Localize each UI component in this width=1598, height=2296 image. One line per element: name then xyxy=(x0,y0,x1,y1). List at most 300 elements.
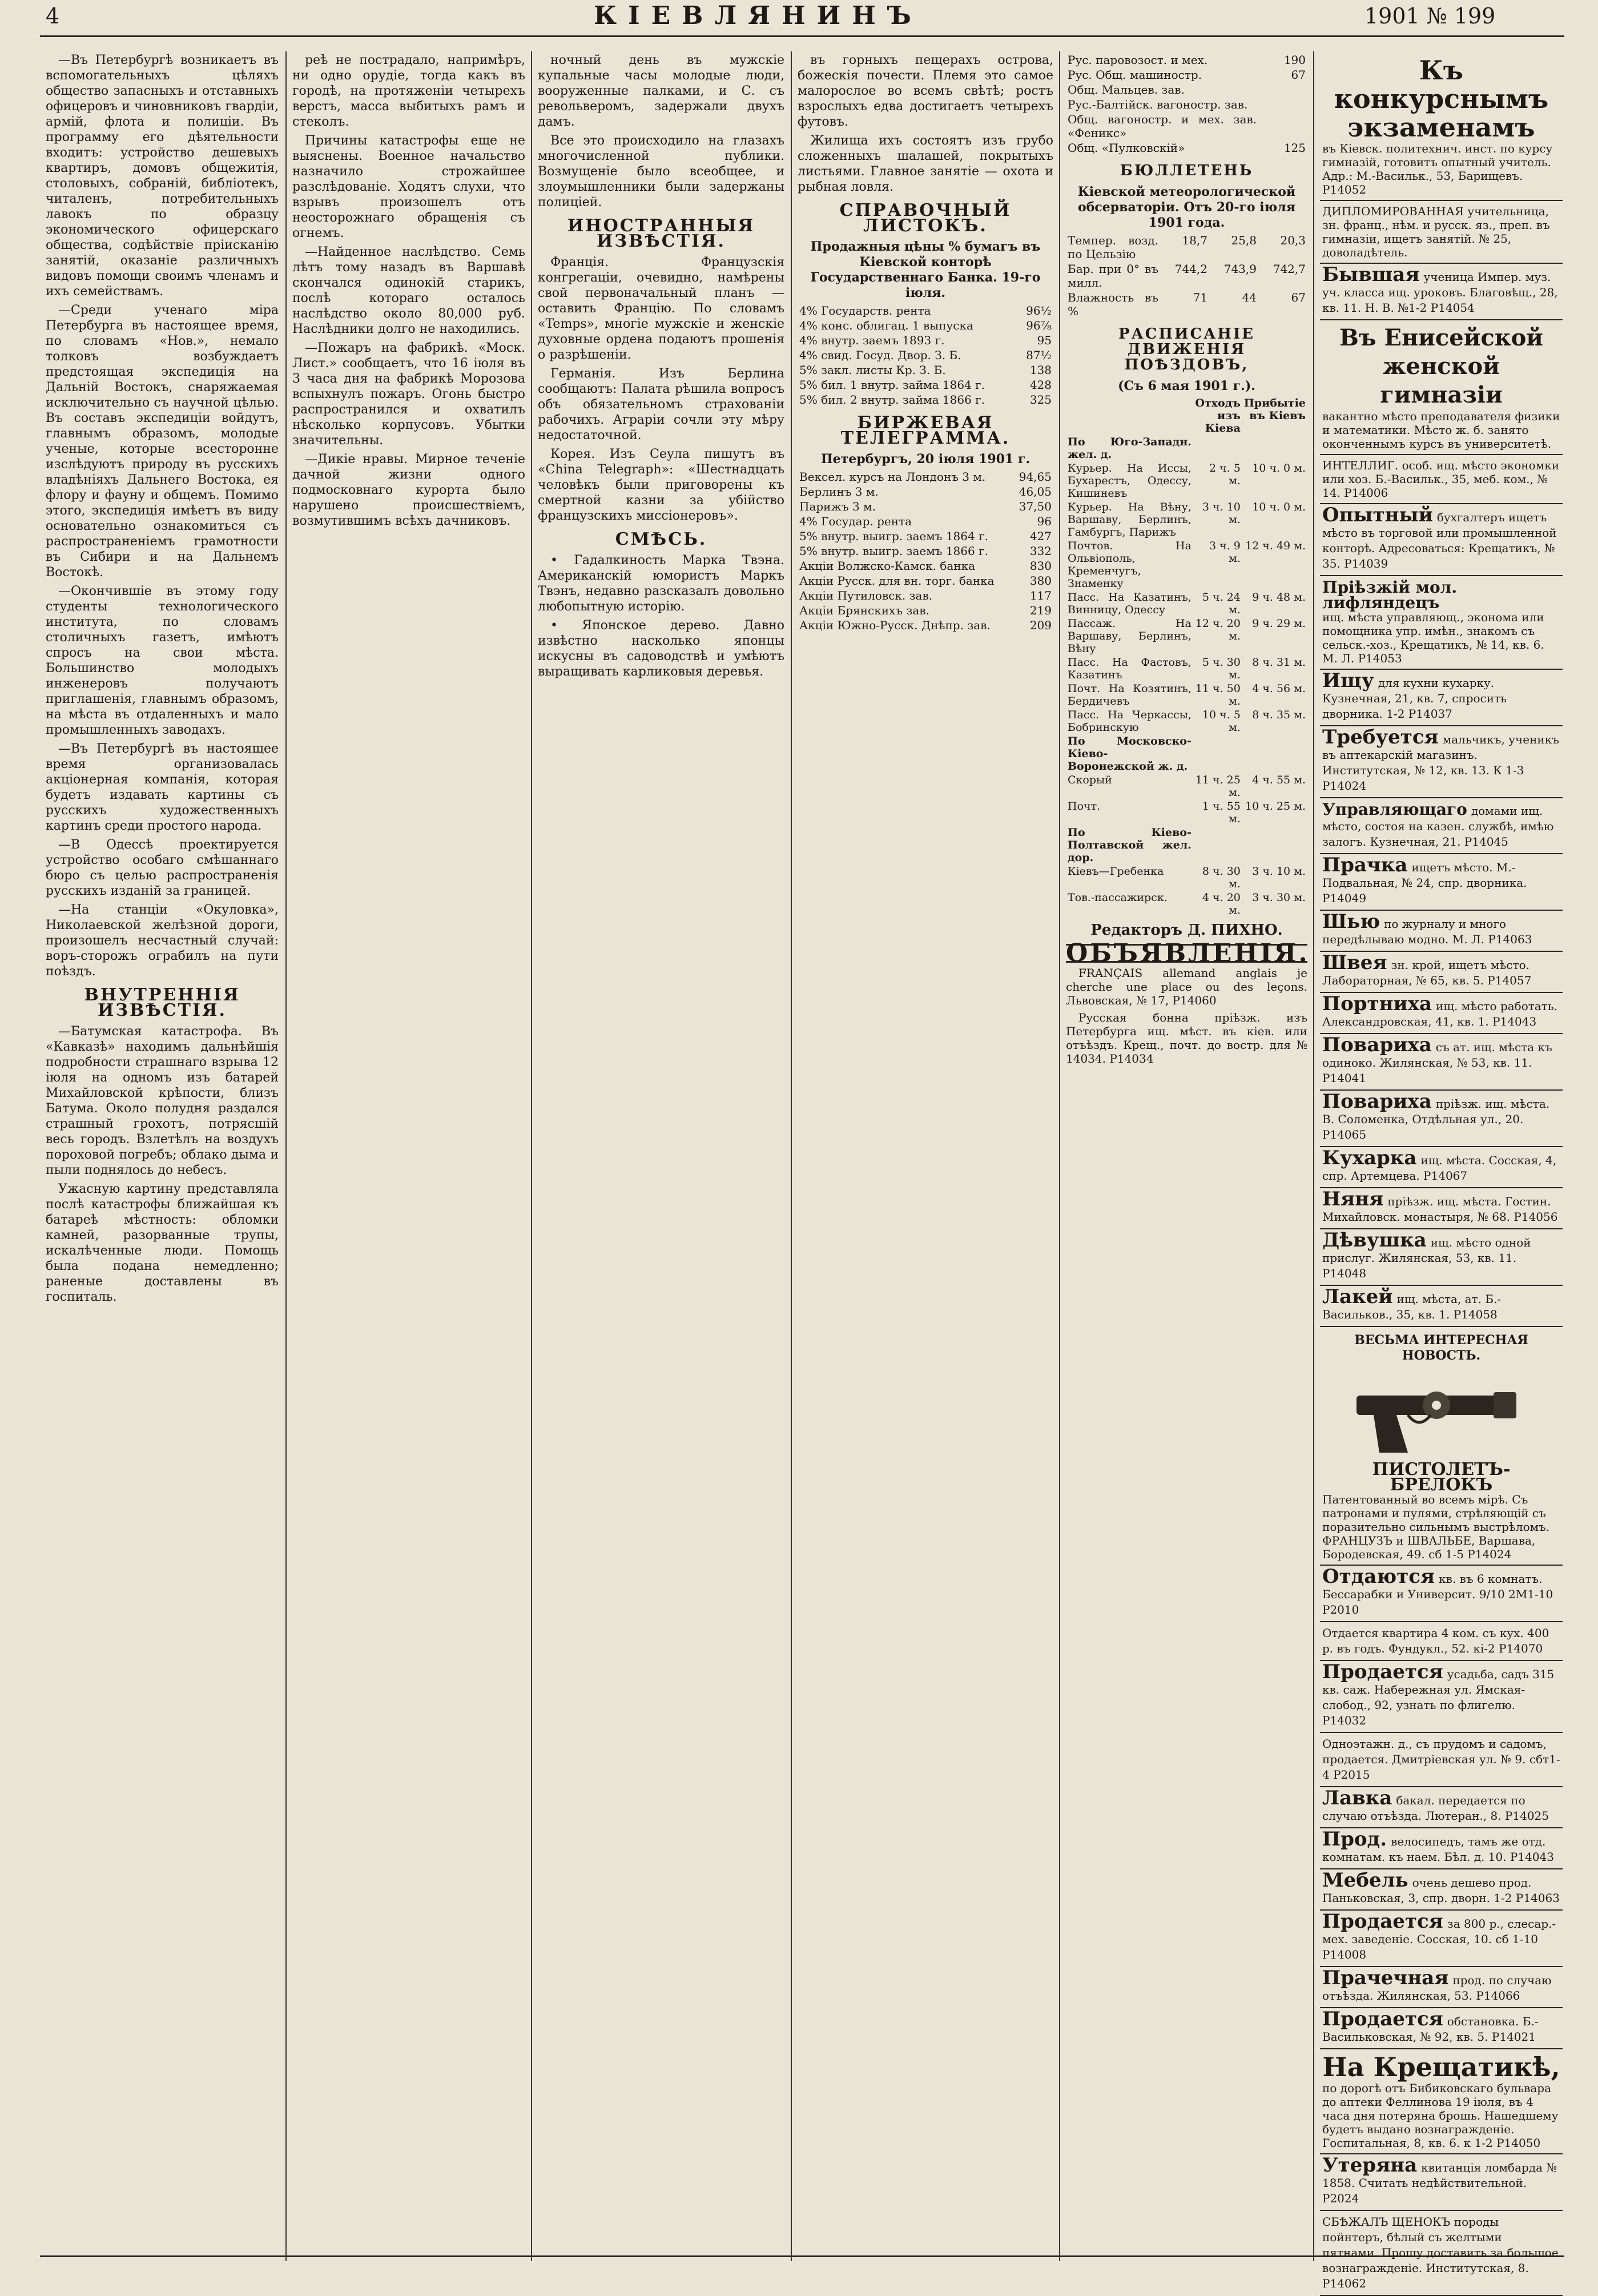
table-row xyxy=(1066,82,1307,97)
text-cell: 744,2 xyxy=(1174,262,1207,276)
ad-block xyxy=(1320,2154,1563,2211)
table-header-row xyxy=(1066,396,1307,435)
table-row xyxy=(798,363,1053,377)
text-cell: Пасс. На Фастовъ, Казатинъ xyxy=(1068,656,1192,681)
news-item: Германія. Изъ Берлина сообщаютъ: Палата рѣшила вопросъ объ обязательномъ страхованіи рабочихъ. Аграріи сочли эту мѣру недостаточной. xyxy=(538,367,784,443)
news-item: Все это происходило на глазахъ многочисленной публики. Возмущеніе было всеобщее, и злоумышленники были задержаны полиціей. xyxy=(538,134,784,210)
ad-block xyxy=(1320,1091,1563,1147)
text-cell: 4 ч. 20 м. xyxy=(1202,891,1241,916)
advertisements-heading: ОБЪЯВЛЕНІЯ. xyxy=(1066,939,1310,968)
text-cell: 67 xyxy=(1291,291,1306,304)
text-cell: Рус.-Балтійск. вагоностр. зав. xyxy=(1068,98,1248,111)
ad-block xyxy=(1320,952,1563,993)
news-item: —Въ Петербургѣ возникаетъ въ вспомогательныхъ цѣляхъ общество запасныхъ и отставныхъ офицеровъ и чиновниковъ гвардіи, армій, флота и полиціи. Въ программу его дѣятельности входитъ: устройство дешевыхъ квартиръ, домовъ общежитія, столовыхъ, собраній, библіотекъ, читаленъ, потребительныхъ лавокъ по образцу экономического офицерскаго общества, содѣйствіе пріисканію занятій, оказаніе различныхъ видовъ помощи своимъ членамъ и ихъ семействамъ. xyxy=(46,53,279,299)
table-row xyxy=(1066,140,1307,155)
text-cell: Рус. Общ. машиностр. xyxy=(1068,68,1202,82)
text-cell: ИНТЕЛЛИГ. особ. ищ. мѣсто экономки или хоз. Б.-Васильк., 35, меб. ком., № 14. Р14006 xyxy=(1322,459,1560,500)
column-divider xyxy=(791,51,792,2261)
news-item: —В Одессѣ проектируется устройство особаго смѣшаннаго бюро съ целью распространенія русскихъ изданій за границей. xyxy=(46,838,279,898)
text-cell: ученица Импер. муз. уч. класса ищ. уроковъ. Благовѣщ., 28, кв. 11. Н. В. №1-2 Р14054 xyxy=(1322,270,1558,315)
news-item: въ горныхъ пещерахъ острова, божескія почести. Племя это самое малорослое во всемъ свѣтѣ; ростъ взрослыхъ едва достигаетъ четырехъ футовъ. xyxy=(798,53,1053,129)
ad-block xyxy=(1320,455,1563,504)
text-cell: Влажность въ % xyxy=(1068,291,1158,318)
text-cell: Продается xyxy=(1322,1910,1443,1933)
text-cell: 3 ч. 10 м. xyxy=(1202,501,1241,526)
column-divider xyxy=(1059,51,1060,2261)
table-row xyxy=(1066,734,1307,773)
meteo-table xyxy=(1066,233,1307,319)
text-cell: Прибытіе въ Кіевъ xyxy=(1243,397,1306,422)
ad-block xyxy=(1320,1286,1563,1327)
table-row xyxy=(798,618,1053,633)
text-cell: Одноэтажн. д., съ прудомъ и садомъ, продается. Дмитріевская ул. № 9. сбт1-4 Р2015 xyxy=(1322,1737,1560,1782)
bond-prices-table xyxy=(798,303,1053,407)
text-cell: велосипедъ, тамъ же отд. комнатам. къ наем. Бѣл. д. 10. Р14043 xyxy=(1322,1835,1555,1864)
table-row xyxy=(1066,67,1307,82)
classified-ad: FRANÇAIS allemand anglais je cherche une place ou des leçons. Львовская, № 17, Р14060 xyxy=(1066,966,1307,1007)
text-cell: 5% внутр. выигр. заемъ 1866 г. xyxy=(799,544,988,558)
column-4 xyxy=(798,53,1053,2261)
section-heading-foreign-news: ИНОСТРАННЫЯ ИЗВѢСТІЯ. xyxy=(567,216,755,251)
column-3 xyxy=(538,53,784,2261)
text-cell: ищ. мѣста. Сосская, 4, спр. Артемцева. Р14067 xyxy=(1322,1153,1557,1183)
text-cell: 96 xyxy=(1037,514,1052,528)
text-cell: 12 ч. 20 м. xyxy=(1195,617,1241,642)
news-item: Ужасную картину представляла послѣ катастрофы ближайшая къ батареѣ мѣстность: обломки камней, разорванные трупы, искалѣченные люди. Помощь была подана немедленно; раненые доставлены въ госпиталь. xyxy=(46,1182,279,1304)
table-row xyxy=(1066,233,1307,262)
text-cell: ищ. мѣсто работать. Александровская, 41, кв. 1. Р14043 xyxy=(1322,999,1558,1028)
exchange-table xyxy=(798,469,1053,633)
text-cell: 3 ч. 9 м. xyxy=(1209,540,1241,565)
newspaper-title: КІЕВЛЯНИНЪ xyxy=(594,1,923,30)
text-cell: 87½ xyxy=(1026,348,1052,362)
text-cell: Почтов. На Ольвіополь, Кременчугъ, Знаменку xyxy=(1068,540,1192,590)
editor-line: Редакторъ Д. ПИХНО. xyxy=(1090,922,1283,939)
text-cell: вакантно мѣсто преподавателя физики и математики. Мѣсто ж. б. занято оконченнымъ курсъ въ университетѣ. xyxy=(1322,409,1560,451)
exchange-subheading: Петербургъ, 20 іюля 1901 г. xyxy=(820,452,1031,467)
table-row xyxy=(798,529,1053,544)
text-cell: 4% свид. Госуд. Двор. З. Б. xyxy=(799,348,961,362)
news-item: Корея. Изъ Сеула пишутъ въ «China Telegraph»: «Шестнадцать человѣкъ были приговорены къ смертной казни за убійство французскихъ миссіонеровъ». xyxy=(538,447,784,523)
text-cell: 8 ч. 35 м. xyxy=(1252,709,1306,721)
text-cell: Бывшая xyxy=(1322,263,1420,286)
ad-block xyxy=(1320,1229,1563,1286)
text-cell: 10 ч. 5 м. xyxy=(1202,709,1241,734)
table-row xyxy=(798,544,1053,558)
schedule-heading: РАСПИСАНІЕ ДВИЖЕНІЯ ПОѢЗДОВЪ, xyxy=(1118,325,1255,373)
text-cell: 830 xyxy=(1029,559,1052,573)
text-cell: зн. крой, ищетъ мѣсто. Лабораторная, № 65, кв. 5. Р14057 xyxy=(1322,958,1532,987)
train-schedule-table xyxy=(1066,396,1307,917)
text-cell: 11 ч. 50 м. xyxy=(1195,682,1241,707)
issue-date: 1901 № 199 xyxy=(1364,3,1496,29)
text-cell: пріѣзж. ищ. мѣста. В. Соломенка, Отдѣльная ул., 20. Р14065 xyxy=(1322,1097,1550,1141)
table-row xyxy=(798,318,1053,333)
text-cell: для кухни кухарку. Кузнечная, 21, кв. 7, спросить дворника. 1-2 Р14037 xyxy=(1322,676,1507,721)
text-cell: По Московско-Кіево-Воронежской ж. д. xyxy=(1068,735,1192,773)
text-cell: ДИПЛОМИРОВАННАЯ учительница, зн. франц., нѣм. и русск. яз., преп. въ гимназіи, ищетъ занятій. № 25, доволадѣтель. xyxy=(1322,204,1550,259)
text-cell: Няня xyxy=(1322,1188,1384,1211)
text-cell: 10 ч. 0 м. xyxy=(1252,462,1306,475)
ad-block xyxy=(1320,993,1563,1034)
text-cell: Ищу xyxy=(1322,669,1374,692)
text-cell: усадьба, садъ 315 кв. саж. Набережная ул. Ямская-слобод., 92, узнать по флигелю. Р14032 xyxy=(1322,1667,1555,1727)
text-cell xyxy=(1193,734,1242,773)
text-cell: Темпер. возд. по Цельзію xyxy=(1068,234,1158,261)
text-cell: Прод. xyxy=(1322,1828,1387,1851)
text-cell: Повариха xyxy=(1322,1090,1432,1113)
table-row xyxy=(1066,590,1307,617)
table-row xyxy=(798,484,1053,499)
text-cell xyxy=(1258,112,1307,140)
text-cell: 25,8 xyxy=(1231,234,1257,247)
text-cell: Акціи Южно-Русск. Днѣпр. зав. xyxy=(799,618,991,632)
text-cell: домами ищ. мѣсто, состоя на казен. службѣ, имѣю залогъ. Кузнечная, 21. Р14045 xyxy=(1322,804,1554,849)
text-cell: 427 xyxy=(1029,529,1052,543)
text-cell: Курьер. На Вѣну, Варшаву, Берлинъ, Гамбургъ, Парижъ xyxy=(1068,501,1192,538)
ad-block xyxy=(1320,854,1563,911)
text-cell: очень дешево прод. Паньковская, 3, спр. дворн. 1-2 Р14063 xyxy=(1322,1876,1560,1905)
column-6-ads xyxy=(1320,53,1563,2290)
text-cell: Курьер. На Иссы, Бухарестъ, Одессу, Кишиневъ xyxy=(1068,462,1192,500)
text-cell: Вексел. курсъ на Лондонъ 3 м. xyxy=(799,470,986,484)
exchange-heading: БИРЖЕВАЯ ТЕЛЕГРАММА. xyxy=(840,413,1011,448)
text-cell: 325 xyxy=(1029,393,1052,407)
text-cell: мальчикъ, ученикъ въ аптекарскій магазинъ. Институтская, № 12, кв. 13. К 1-3 Р14024 xyxy=(1322,733,1559,793)
column-divider xyxy=(285,51,287,2261)
text-cell: 95 xyxy=(1037,333,1052,347)
meteo-subheading: Кіевской метеорологической обсерваторіи. Отъ 20-го іюля 1901 года. xyxy=(1077,184,1296,230)
news-item: Жилища ихъ состоятъ изъ грубо сложенныхъ шалашей, покрытыхъ листьями. Главное занятіе — охота и рыбная ловля. xyxy=(798,134,1053,194)
news-item: —Пожаръ на фабрикѣ. «Моск. Лист.» сообщаетъ, что 16 іюля въ 3 часа дня на фабрикѣ Морозова вспыхнулъ пожаръ. Огонь быстро распространился и охватилъ нѣсколько корпусовъ. Убытки значительны. xyxy=(292,341,525,448)
text-cell: СБѢЖАЛЪ ЩЕНОКЪ породы пойнтеръ, бѣлый съ желтыми пятнами. Прошу доставить за большое вознагражденіе. Институтская, 8. Р14062 xyxy=(1322,2215,1559,2290)
ad-block xyxy=(1320,1967,1563,2008)
table-row xyxy=(1066,290,1307,319)
text-cell: Мебель xyxy=(1322,1869,1408,1892)
meteo-heading: БЮЛЛЕТЕНЬ xyxy=(1120,162,1254,179)
text-cell: 4% конс. облигац. 1 выпуска xyxy=(799,319,973,332)
text-cell: Кіевъ—Гребенка xyxy=(1068,865,1164,878)
text-cell: 428 xyxy=(1029,378,1052,392)
text-cell: 742,7 xyxy=(1273,262,1306,276)
text-cell: 4% внутр. заемъ 1893 г. xyxy=(799,333,945,347)
text-cell: 743,9 xyxy=(1223,262,1257,276)
table-row xyxy=(798,588,1053,603)
ad-block xyxy=(1320,201,1563,264)
text-cell: На Крещатикѣ, xyxy=(1322,2052,1560,2082)
news-item: —Окончившіе въ этому году студенты технологического института, по словамъ столичныхъ газетъ, имѣютъ спросъ на свои мѣста. Большинство молодыхъ инженеровъ получаютъ приглашенія, главнымъ образомъ, на мѣста въ отдаленныхъ и мало промышленныхъ заводахъ. xyxy=(46,584,279,737)
text-cell: Акціи Волжско-Камск. банка xyxy=(799,559,976,573)
ad-block xyxy=(1320,798,1563,854)
masthead-rule xyxy=(40,35,1564,37)
ad-block xyxy=(1320,576,1563,670)
classified-ad: Русская бонна пріѣзж. изъ Петербурга ищ. мѣст. въ кіев. или отъѣздъ. Крещ., почт. до востр. для № 14034. Р14034 xyxy=(1066,1011,1307,1065)
text-cell: Пріѣзжій мол. лифляндецъ xyxy=(1322,578,1458,612)
text-cell: 1 ч. 55 м. xyxy=(1202,800,1241,825)
ad-block xyxy=(1320,504,1563,576)
text-cell: Пасс. На Казатинъ, Винницу, Одессу xyxy=(1068,591,1192,616)
text-cell: 4 ч. 56 м. xyxy=(1252,682,1306,695)
text-cell xyxy=(1193,435,1242,461)
table-row xyxy=(1066,656,1307,682)
ad-block xyxy=(1320,726,1563,798)
text-cell: Патентованный во всемъ мірѣ. Съ патронами и пулями, стрѣляющій съ поразительно сильнымъ выстрѣломъ. ФРАНЦУЗЪ и ШВАЛЬБЕ, Варшава, Бородевская, 49. сб 1-5 Р14024 xyxy=(1322,1493,1550,1561)
text-cell: 18,7 xyxy=(1182,234,1207,247)
text-cell: По Кіево-Полтавской жел. дор. xyxy=(1068,826,1192,864)
text-cell: кв. въ 6 комнатъ. Бессарабки и Университ. 9/10 2М1-10 Р2010 xyxy=(1322,1572,1553,1617)
ad-block xyxy=(1320,1034,1563,1091)
text-cell: 12 ч. 49 м. xyxy=(1245,540,1306,552)
text-cell: 2 ч. 5 м. xyxy=(1209,462,1241,487)
ad-block xyxy=(1320,1661,1563,1733)
table-row xyxy=(1066,682,1307,708)
ad-block xyxy=(1320,1869,1563,1911)
table-row xyxy=(798,303,1053,318)
text-cell xyxy=(1242,734,1307,773)
text-cell: 4 ч. 55 м. xyxy=(1252,774,1306,786)
text-cell: 138 xyxy=(1029,363,1052,377)
table-row xyxy=(798,499,1053,514)
text-cell: Повариха xyxy=(1322,1034,1432,1056)
table-row xyxy=(798,603,1053,618)
shares-table xyxy=(1066,53,1307,155)
table-row xyxy=(1066,826,1307,864)
page-number: 4 xyxy=(46,3,60,29)
text-cell: по журналу и много передѣлываю модно. М. Л. Р14063 xyxy=(1322,917,1532,946)
pistol-ad xyxy=(1320,1327,1563,1566)
ad-block xyxy=(1320,1911,1563,1967)
text-cell: 3 ч. 30 м. xyxy=(1252,891,1306,904)
news-item: —Батумская катастрофа. Въ «Кавказѣ» находимъ дальнѣйшія подробности страшнаго взрыва 12 іюля на одномъ изъ батарей Михайловской крѣпости, близъ Батума. Около полудня раздался страшный грохотъ, потрясшій весь городъ. Взлетѣлъ на воздухъ пороховой погребъ; облако дыма и пыли поднялось до небесъ. xyxy=(46,1024,279,1177)
text-cell: ищетъ мѣсто. М.-Подвальная, № 24, спр. дворника. Р14049 xyxy=(1322,861,1527,905)
news-item: —На станціи «Окуловка», Николаевской желѣзной дороги, произошелъ несчастный случай: воръ-сторожъ ограбилъ на пути поѣздъ. xyxy=(46,903,279,979)
text-cell: Бар. при 0° въ милл. xyxy=(1068,262,1158,289)
news-item: ночный день въ мужскіе купальные часы молодые люди, вооруженные палками, и С. съ револьверомъ, задержали двухъ дамъ. xyxy=(538,53,784,129)
ad-block xyxy=(1320,1188,1563,1229)
text-cell: за 800 р., слесар.-мех. заведеніе. Сосская, 10. сб 1-10 Р14008 xyxy=(1322,1917,1556,1961)
text-cell: Тов.-пассажирск. xyxy=(1068,891,1168,904)
ad-block xyxy=(1320,2211,1563,2296)
ad-block xyxy=(1320,1147,1563,1188)
reference-subheading: Продажныя цѣны % бумагъ въ Кіевской конторѣ Государственнаго Банка. 19-го іюля. xyxy=(810,239,1041,300)
ad-block xyxy=(1320,1787,1563,1828)
table-row xyxy=(798,558,1053,573)
ad-block xyxy=(1320,911,1563,952)
ad-block xyxy=(1320,1828,1563,1869)
text-cell: по дорогѣ отъ Бибиковскаго бульвара до аптеки Феллинова 19 іюля, въ 4 часа дня потеряна брошь. Нашедшему будетъ выдано вознагражденіе. Госпитальная, 8, кв. 6. к 1-2 Р14050 xyxy=(1322,2081,1559,2150)
news-item: Франція. Французскія конгрегаціи, очевидно, намѣрены свой первоначальный планъ — оставить Францію. По словамъ «Temps», многіе мужскіе и женскіе духовные ордена подаютъ прошенія о разрѣшеніи. xyxy=(538,255,784,362)
text-cell: 5% бил. 1 внутр. займа 1864 г. xyxy=(799,378,985,392)
text-cell: Акціи Брянскихъ зав. xyxy=(799,604,929,617)
text-cell: бакал. передается по случаю отъѣзда. Лютеран., 8. Р14025 xyxy=(1322,1794,1549,1823)
text-cell: Лавка xyxy=(1322,1787,1392,1810)
text-cell: Почт. На Козятинъ, Бердичевъ xyxy=(1068,682,1192,707)
text-cell: Пассаж. На Варшаву, Берлинъ, Вѣну xyxy=(1068,617,1192,655)
text-cell xyxy=(1193,826,1242,864)
text-cell: Берлинъ 3 м. xyxy=(799,485,879,498)
column-divider xyxy=(531,51,532,2261)
ad-block xyxy=(1320,264,1563,320)
text-cell: ПИСТОЛЕТЪ-БРЕЛОКЪ xyxy=(1372,1459,1511,1495)
text-cell: 209 xyxy=(1029,618,1052,632)
text-cell: Отходъ изъ Кіева xyxy=(1195,397,1241,435)
text-cell: Портниха xyxy=(1322,992,1432,1015)
text-cell: 125 xyxy=(1283,141,1306,155)
masthead xyxy=(0,0,1598,34)
text-cell: бухгалтеръ ищетъ мѣсто въ торговой или промышленной конторѣ. Адресоваться: Крещатикъ, № 35. Р14039 xyxy=(1322,510,1557,570)
ad-block xyxy=(1320,53,1563,201)
text-cell: Утеряна xyxy=(1322,2154,1418,2177)
text-cell: Акціи Путиловск. зав. xyxy=(799,589,933,602)
text-cell: Шью xyxy=(1322,910,1380,933)
text-cell: Отдается квартира 4 ком. съ кух. 400 р. въ годъ. Фундукл., 52. кі-2 Р14070 xyxy=(1322,1626,1549,1655)
table-row xyxy=(798,469,1053,484)
news-item: Причины катастрофы еще не выяснены. Военное начальство назначило строжайшее разслѣдованіе. Ходятъ слухи, что взрывъ произошелъ отъ неосторожнаго обращенія съ огнемъ. xyxy=(292,134,525,240)
text-cell: 46,05 xyxy=(1019,485,1052,498)
ad-block xyxy=(1320,2008,1563,2049)
text-cell: По Юго-Западн. жел. д. xyxy=(1068,436,1192,461)
text-cell: обстановка. Б.-Васильковская, № 92, кв. 5. Р14021 xyxy=(1322,2014,1539,2044)
table-row xyxy=(1066,799,1307,826)
text-cell: 5% внутр. выигр. заемъ 1864 г. xyxy=(799,529,988,543)
table-row xyxy=(798,377,1053,392)
text-cell: пріѣзж. ищ. мѣста. Гостин. Михайловск. монастыря, № 68. Р14056 xyxy=(1322,1195,1558,1224)
news-item: • Японское дерево. Давно извѣстно насколько японцы искусны въ садоводствѣ и умѣютъ выращивать карликовыя деревья. xyxy=(538,618,784,679)
text-cell: 10 ч. 0 м. xyxy=(1252,501,1306,513)
text-cell: 219 xyxy=(1029,604,1052,617)
section-heading-internal-news: ВНУТРЕННІЯ ИЗВѢСТІЯ. xyxy=(84,985,240,1020)
pistol-illustration xyxy=(1322,1367,1560,1458)
text-cell: Въ Енисейской женской гимназіи xyxy=(1339,324,1543,408)
text-cell: Отдаются xyxy=(1322,1565,1435,1588)
text-cell: 190 xyxy=(1283,53,1306,67)
text-cell: 117 xyxy=(1029,589,1052,602)
text-cell: 8 ч. 31 м. xyxy=(1252,656,1306,669)
text-cell: Скорый xyxy=(1068,774,1112,786)
text-cell: 96⅞ xyxy=(1026,319,1052,332)
text-cell: 44 xyxy=(1242,291,1257,304)
table-row xyxy=(1066,539,1307,590)
news-item: • Гадалкиность Марка Твэна. Американскій юмористъ Маркъ Твэнъ, недавно разсказалъ довольно любопытную исторію. xyxy=(538,553,784,614)
text-cell: 5 ч. 30 м. xyxy=(1202,656,1241,681)
table-row xyxy=(1066,97,1307,112)
text-cell: 94,65 xyxy=(1019,470,1052,484)
text-cell: Опытный xyxy=(1322,504,1433,526)
reference-heading: СПРАВОЧНЫЙ ЛИСТОКЪ. xyxy=(839,200,1012,236)
text-cell: 5% закл. листы Кр. З. Б. xyxy=(799,363,946,377)
table-row xyxy=(1066,864,1307,891)
table-row xyxy=(1066,53,1307,67)
column-5 xyxy=(1066,53,1310,2261)
news-item: реѣ не пострадало, напримѣръ, ни одно орудіе, тогда какъ въ городѣ, на протяженіи четырехъ верстъ, масса выбитыхъ рамъ и стеколъ. xyxy=(292,53,525,129)
text-cell: 10 ч. 25 м. xyxy=(1245,800,1306,813)
text-cell xyxy=(1242,826,1307,864)
text-cell: Швея xyxy=(1322,951,1387,974)
text-cell: ищ. мѣста, ат. Б.-Васильков., 35, кв. 1. Р14058 xyxy=(1322,1292,1502,1321)
text-cell: 5% бил. 2 внутр. займа 1866 г. xyxy=(799,393,985,407)
text-cell: 96½ xyxy=(1026,304,1052,317)
table-row xyxy=(1066,435,1307,461)
news-item: —Дикіе нравы. Мирное теченіе дачной жизни одного подмосковнаго курорта было нарушено происшествіемъ, возмутившимъ всѣхъ дачниковъ. xyxy=(292,452,525,528)
table-row xyxy=(1066,112,1307,140)
table-row xyxy=(798,333,1053,348)
column-1 xyxy=(46,53,279,2261)
text-cell: ищ. мѣста управляющ., эконома или помощника упр. имѣн., знакомъ съ сельск.-хоз., Крещатикъ, № 14, кв. 6. М. Л. Р14053 xyxy=(1322,610,1544,665)
text-cell: въ Кіевск. политехнич. инст. по курсу гимназій, готовитъ опытный учитель. Адр.: М.-Васильк., 53, Барищевъ. Р14052 xyxy=(1322,142,1553,196)
ad-block xyxy=(1320,2049,1563,2154)
ad-block xyxy=(1320,320,1563,455)
table-row xyxy=(1066,708,1307,734)
text-cell: Кухарка xyxy=(1322,1147,1417,1169)
text-cell: 4% Государств. рента xyxy=(799,304,931,317)
text-cell: квитанція ломбарда № 1858. Считать недѣйствительной. Р2024 xyxy=(1322,2161,1557,2205)
text-cell: Общ. вагоностр. и мех. зав. «Феникс» xyxy=(1068,112,1257,140)
text-cell: Рус. паровозост. и мех. xyxy=(1068,53,1208,67)
text-cell: 9 ч. 29 м. xyxy=(1252,617,1306,630)
text-cell: 37,50 xyxy=(1019,500,1052,513)
text-cell xyxy=(1258,97,1307,112)
text-cell: Пасс. На Черкассы, Бобринскую xyxy=(1068,709,1192,734)
text-cell: 3 ч. 10 м. xyxy=(1252,865,1306,878)
text-cell: ищ. мѣсто одной прислуг. Жилянская, 53, кв. 11. Р14048 xyxy=(1322,1236,1531,1280)
text-cell: съ ат. ищ. мѣста къ одиноко. Жилянская, № 53, кв. 11. Р14041 xyxy=(1322,1040,1552,1085)
text-cell: 20,3 xyxy=(1280,234,1306,247)
news-item: —Среди ученаго міра Петербурга въ настоящее время, по словамъ «Нов.», немало толковъ возбуждаетъ предстоящая экспедиція на Дальній Востокъ, снаряжаемая исключительно съ научной цѣлью. Въ составъ экспедиціи войдутъ, главнымъ образомъ, молодые ученые, которые всесторонне изслѣдуютъ природу въ русскихъ владѣніяхъ Дальнего Востока, ея флору и фауну и общемъ. Помимо этого, экспедиція имѣетъ въ виду основательно ознакомиться съ распространеніемъ грамотности въ Сибири и на Дальнемъ Востокѣ. xyxy=(46,303,279,580)
column-2 xyxy=(292,53,525,2261)
text-cell: Общ. «Пулковскій» xyxy=(1068,141,1185,155)
text-cell: 4% Государ. рента xyxy=(799,514,912,528)
text-cell: Продается xyxy=(1322,1660,1443,1683)
text-cell: Къ конкурснымъ экзаменамъ xyxy=(1334,55,1549,143)
text-cell xyxy=(1258,82,1307,97)
text-cell: Дѣвушка xyxy=(1322,1229,1427,1252)
table-row xyxy=(1066,617,1307,656)
text-cell: Управляющаго xyxy=(1322,800,1467,819)
text-cell xyxy=(1242,435,1307,461)
ad-block xyxy=(1320,670,1563,726)
table-row xyxy=(1066,262,1307,290)
ad-block xyxy=(1320,1622,1563,1661)
text-cell: 332 xyxy=(1029,544,1052,558)
text-cell: 11 ч. 25 м. xyxy=(1195,774,1241,799)
table-row xyxy=(1066,773,1307,799)
text-cell: прод. по случаю отъѣзда. Жилянская, 53. Р14066 xyxy=(1322,1973,1552,2003)
text-cell: Прачка xyxy=(1322,854,1408,876)
text-cell: 380 xyxy=(1029,574,1052,588)
text-cell: 5 ч. 24 м. xyxy=(1202,591,1241,616)
text-cell: Акціи Русск. для вн. торг. банка xyxy=(799,574,995,588)
text-cell: 9 ч. 48 м. xyxy=(1252,591,1306,604)
section-heading-miscellany: СМѢСЬ. xyxy=(615,529,707,549)
schedule-subheading: (Съ 6 мая 1901 г.). xyxy=(1118,379,1255,393)
text-cell: Продается xyxy=(1322,2008,1443,2030)
table-row xyxy=(798,348,1053,363)
ad-block xyxy=(1320,1566,1563,1622)
text-cell: Лакей xyxy=(1322,1285,1393,1308)
text-cell: Прачечная xyxy=(1322,1967,1449,1989)
text-cell: Общ. Мальцев. зав. xyxy=(1068,83,1185,96)
text-cell: Парижъ 3 м. xyxy=(799,500,876,513)
table-row xyxy=(1066,891,1307,917)
text-cell: 67 xyxy=(1291,68,1306,82)
text-cell: Требуется xyxy=(1322,726,1439,749)
news-item: —Въ Петербургѣ въ настоящее время организовалась акціонерная компанія, которая будетъ издавать картины съ русскихъ художественныхъ картинъ среди простого народа. xyxy=(46,742,279,833)
table-row xyxy=(1066,500,1307,539)
table-row xyxy=(798,573,1053,588)
table-row xyxy=(1066,461,1307,500)
ad-block xyxy=(1320,1733,1563,1787)
news-item: —Найденное наслѣдство. Семь лѣтъ тому назадъ въ Варшавѣ скончался одинокій старикъ, послѣ котораго осталось наслѣдство около 80,000 руб. Наслѣдники долго не находились. xyxy=(292,245,525,336)
